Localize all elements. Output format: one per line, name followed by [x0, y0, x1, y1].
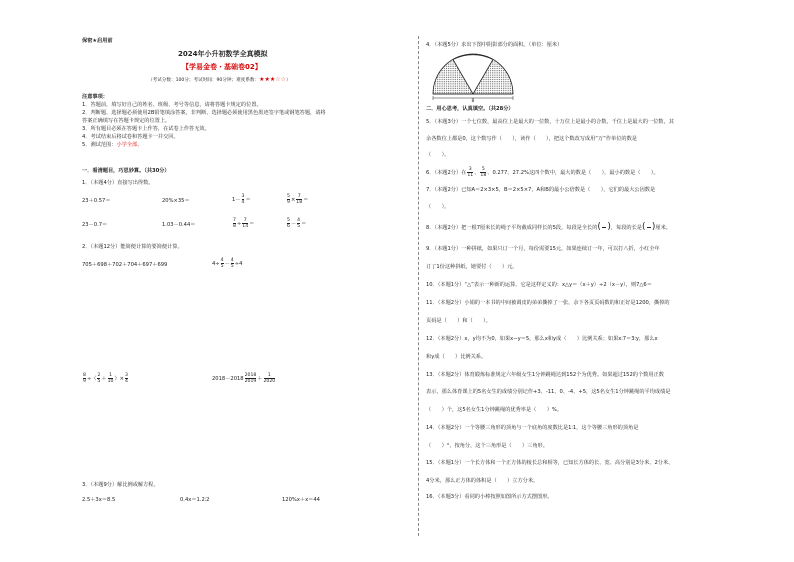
notice-item: 答案正确填写在答题卡规定的位置上。 — [82, 118, 171, 124]
question-14: 14．（本题2分）一个等腰三角形的顶角与一个底角的度数比是1∶1，这个等腰三角形的顶角是 — [426, 425, 639, 431]
calc-expression: $\frac{8}{9}$ ÷（ $\frac{2}{5}$ ＋ $\frac{1}{10}$ ）× $\frac{3}{4}$ — [83, 373, 128, 384]
question-12: 12．（本题2分）x，y均不为0，如果x−y＝5，那么x和y成（ ）比例关系；如果x∶7＝3∶y，那么x — [426, 336, 658, 342]
question-7: 7．（本题2分）已知A＝2×3×5，B＝2×5×7，A和B的最小公倍数是（ ），它们的最大公因数是 — [426, 187, 656, 193]
star-empty-icon: ☆ — [280, 76, 287, 83]
question-5-line: 5．（本题3分）一个七位数，最高位上是最大的一位数，十万位上是最小的合数，千位上是最大的一位数，其 — [426, 119, 674, 125]
exam-meta-text: （考试分数：100分；考试时间：90分钟；难度系数： — [148, 78, 260, 83]
equation-item: 120%x＋x＝44 — [282, 497, 320, 503]
column-divider — [418, 36, 419, 536]
question-12: 和y成（ ）比例关系。 — [426, 354, 487, 360]
question-8: 8．（本题2分）把一根7厘米长的绳子平均截成同样长的5段，每段是全长的( )，每段的长是( )厘米。 — [426, 222, 671, 232]
section1-title: 一．看清题目，巧思妙算。（共30分） — [82, 168, 170, 174]
notice-item: 4．考试结束后将试卷和答题卡一并交回。 — [82, 134, 179, 140]
calc-item: 1.03－0.44＝ — [162, 222, 196, 228]
question-11: 11．（本题2分）小娟的一本书的中间被调皮的弟弟撕掉了一张，余下各页页码数的和正好是1200，撕掉的 — [426, 300, 670, 306]
notice-scope-value: 小学全部。 — [116, 142, 143, 148]
calc-item: 23＋0.57＝ — [82, 198, 111, 204]
question-6: 6．（本题2分）在 $\frac{3}{11}$ 、 $\frac{5}{18}$ 、0.277、27.2%这四个数中，最大的数是（ ），最小的数是（ ）。 — [426, 167, 659, 178]
question-13: 13．（本题2分）体育锻炼标准规定六年级女生1分钟跳绳达到152个为优秀。如果超过152的个数用正数 — [426, 372, 664, 378]
question-10: 10．（本题1分）“△”表示一种新的运算，它是这样定义的：x△y＝（x＋y）÷2（x－y），则7△6＝ — [426, 282, 652, 288]
notice-item: 1．答题前，填写好自己的姓名、班级、考号等信息，请将答题卡规定的位置。 — [82, 102, 262, 108]
calc-fraction-item: $\frac{5}{9}$ × $\frac{7}{18}$ ＝ — [287, 194, 309, 205]
question-2: 2．（本题12分）能简便计算的要简便计算。 — [82, 244, 183, 250]
page-title: 2024年小升初数学全真模拟 — [178, 50, 268, 58]
star-filled-icon: ★ — [259, 76, 265, 83]
star-empty-icon: ☆ — [275, 76, 281, 83]
question-9: 订了1份这种拼纸，她要付（ ）元。 — [426, 264, 518, 270]
question-3: 3．（本题9分）解比例或解方程。 — [82, 482, 159, 488]
question-13: 表示，那么体育课上的5名女生的成绩分别记作+3、-11、0、-4、+5，这5名女生1分钟跳绳的平均成绩是 — [426, 389, 671, 395]
question-5-line: （ ）。 — [426, 152, 450, 158]
question-11: 页码是（ ）和（ ）。 — [426, 318, 491, 324]
calc-expression: 705＋698＋702＋704＋697＋699 — [82, 262, 168, 268]
question-14: （ ）°，按角分，这个三角形是（ ）三角形。 — [426, 443, 548, 449]
question-7: （ ）。 — [426, 204, 450, 210]
question-15: 15．（本题1分）一个长方体和一个正方体的棱长总和相等，已知长方体的长、宽、高分别是3分米、2分米、 — [426, 460, 674, 466]
question-15: 4分米，那么正方体的体积是（ ）立方分米。 — [426, 478, 539, 484]
question-16: 16．（本题3分）看同的小棒按照如图所示方式摆图形。 — [426, 494, 553, 500]
calc-expression: 4÷ $\frac{4}{5}$ － $\frac{4}{5}$ ÷4 — [212, 258, 243, 269]
calc-item: 20%×35＝ — [162, 198, 190, 204]
calc-expression: 2018－2018 $\frac{2018}{2019}$ ＋ $\frac{1}{2020}$ — [212, 373, 276, 384]
difficulty-stars — [259, 78, 286, 83]
question-1: 1．（本题4分）直接写出得数。 — [82, 180, 154, 186]
star-filled-icon: ★ — [269, 76, 276, 83]
left-column — [82, 0, 412, 562]
notice-title: 注意事项： — [82, 94, 108, 100]
calc-fraction-item: $\frac{7}{8}$ ÷ $\frac{7}{14}$ ＝ — [233, 218, 255, 229]
exam-meta-end: ） — [286, 78, 291, 83]
semicircle-figure — [430, 52, 516, 102]
question-4: 4．（本题5分）求出下图中阴影部分的面积。（单位：厘米） — [426, 42, 563, 48]
notice-item — [82, 142, 142, 149]
notice-scope-label: 5．测试范围： — [82, 142, 117, 148]
calc-item: 23－0.7＝ — [82, 222, 108, 228]
question-13: （ ）个，这5名女生1分钟跳绳的优秀率是（ ）%。 — [426, 407, 563, 413]
calc-fraction-item: $\frac{5}{6}$ － $\frac{4}{5}$ ＝ — [287, 218, 307, 229]
star-filled-icon: ★ — [264, 76, 270, 83]
right-column — [426, 0, 771, 562]
page-subtitle: 【学易金卷・基础卷02】 — [182, 63, 262, 71]
equation-item: 0.4x＝1.2∶2 — [180, 497, 210, 503]
equation-item: 2.5＋3x＝8.5 — [82, 497, 116, 503]
dimension-label: 8 — [471, 99, 475, 102]
calc-fraction-item: 1－ $\frac{3}{4}$ ＝ — [232, 194, 251, 205]
notice-item: 3．所有题目必须在答题卡上作答，在试卷上作答无效。 — [82, 126, 210, 132]
question-5-line: 余各数位上都是0，这个数写作（ ），读作（ ），把这个数改写成用“万”作单位的数是 — [426, 136, 637, 142]
question-9: 9．（本题1分）一种拼纸，如果只订一个月，每份需要15元，如果连续订一年，可以打八折，小红全年 — [426, 246, 660, 252]
notice-item: 2．判断题、选择题必须使用2B铅笔填涂答案，非判断、选择题必须使用黑色墨迹签字笔或钢笔答题，请将 — [82, 110, 326, 116]
secret-label: 保密★启用前 — [82, 38, 113, 44]
section2-title: 二．用心思考，认真填空。（共28分） — [426, 106, 514, 112]
exam-meta — [148, 76, 291, 84]
